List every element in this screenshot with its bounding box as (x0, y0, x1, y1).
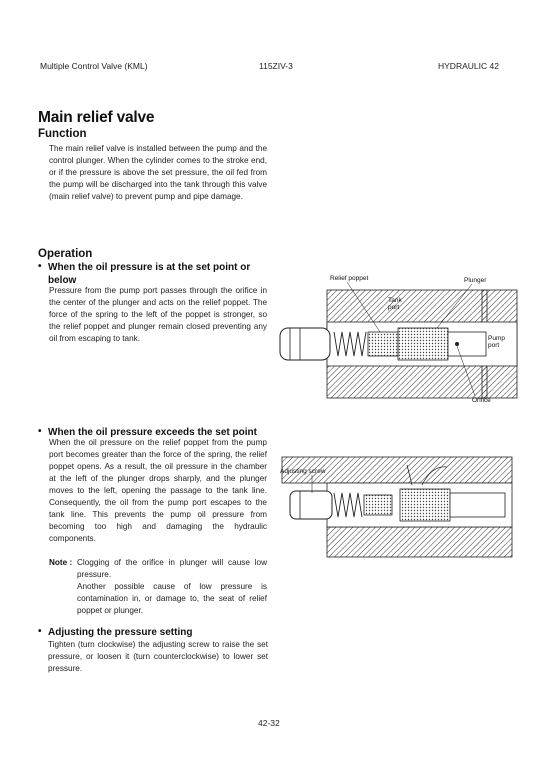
function-heading: Function (38, 128, 87, 140)
note-label: Note : (49, 558, 73, 567)
adjusting-screw (290, 491, 332, 519)
relief-poppet (364, 495, 392, 515)
bullet1-text: Pressure from the pump port passes through the orifice in the center of the plunger and acts on the relief poppet. The force of the spring to the left of the poppet is stronger, so the relief poppet and plunger remain closed preventing any oil from escaping to tank. (49, 286, 267, 343)
label-pump-port: Pump port (488, 335, 505, 349)
page-number: 42-32 (258, 718, 280, 728)
function-text: The main relief valve is installed between the pump and the control plunger. When the cylinder comes to the stroke end, or if the pressure is above the set pressure, the oil fed from the pump will be discharged into the tank through this valve (main relief valve) to prevent pump and pipe damage. (49, 144, 267, 201)
label-tank-port: Tank port (388, 297, 402, 311)
label-orifice: Orifice (472, 397, 491, 404)
bullet-icon: • (38, 426, 42, 437)
bullet2-text: When the oil pressure on the relief poppet from the pump port becomes greater than the force of the spring, the relief poppet opens. As a result, the oil pressure in the chamber at the left of the plunger drops sharply, and the plunger moves to the left, opening the passage to the tank line. Consequently, the oil from the pump port escapes to the tank line. This prevents the pump oil pressure from becoming too high and damaging the hydraulic components. (49, 438, 267, 543)
bullet3-text: Tighten (turn clockwise) the adjusting screw to raise the set pressure, or loosen it (turn counterclockwise) to lower set pressure. (48, 640, 268, 673)
plunger (400, 489, 450, 521)
bullet-icon: • (38, 261, 42, 272)
bullet-icon: • (38, 626, 42, 637)
bullet1-heading-block (38, 261, 270, 287)
operation-heading: Operation (38, 248, 93, 260)
bullet1-heading: When the oil pressure is at the set point or below (48, 262, 251, 286)
bullet2-heading: When the oil pressure exceeds the set point (48, 427, 257, 438)
label-relief-poppet: Relief poppet (330, 275, 369, 282)
relief-valve-closed-diagram (272, 270, 522, 410)
orifice-mark (455, 342, 459, 346)
valve-body-bottom (327, 527, 512, 557)
bullet3-heading: Adjusting the pressure setting (48, 627, 193, 638)
bullet3-heading-block (38, 626, 270, 639)
header-left: Multiple Control Valve (KML) (40, 61, 148, 71)
note-body (77, 557, 267, 617)
relief-poppet (368, 332, 398, 356)
relief-valve-open-diagram (272, 455, 522, 565)
label-adjusting-screw: Adjusting screw (280, 468, 326, 475)
note-line2: Another possible cause of low pressure is contamination in, or damage to, the seat of relief poppet or plunger. (77, 582, 267, 615)
note-line1: Clogging of the orifice in plunger will cause low pressure. (77, 558, 267, 579)
page-title: Main relief valve (38, 109, 155, 126)
plunger (398, 328, 448, 360)
header-center: 115ZIV-3 (259, 61, 293, 71)
adjusting-cap (280, 328, 330, 360)
header-right: HYDRAULIC 42 (438, 61, 499, 71)
label-plunger: Plunger (464, 277, 487, 284)
